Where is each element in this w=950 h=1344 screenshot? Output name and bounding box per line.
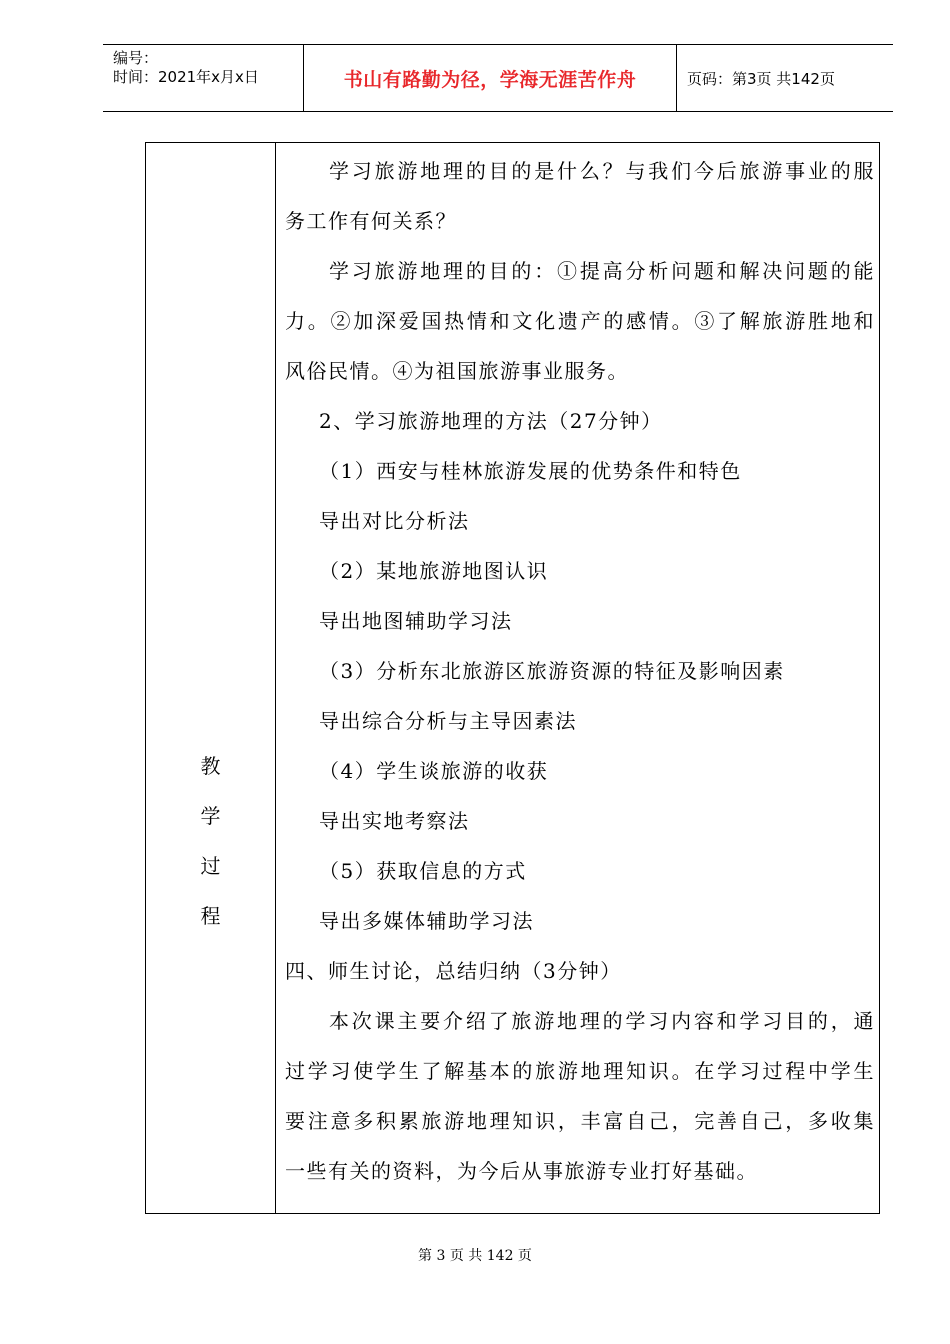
section-label-char: 教 (200, 754, 221, 778)
method-result: 导出多媒体辅助学习法 (319, 909, 534, 933)
paragraph-line: 务工作有何关系？ (285, 209, 457, 233)
paragraph-line: 要注意多积累旅游地理知识，丰富自己，完善自己，多收集 (285, 1109, 875, 1133)
document-number: 编号： (113, 49, 159, 67)
section-label (146, 741, 275, 941)
lesson-content (285, 146, 875, 1196)
header-meta (113, 49, 259, 87)
document-date: 时间：2021年x月x日 (113, 68, 259, 86)
section-label-char: 过 (200, 854, 221, 878)
paragraph-line: 风俗民情。④为祖国旅游事业服务。 (285, 359, 629, 383)
header-page-info: 页码：第3页 共142页 (687, 69, 835, 88)
paragraph-line: 学习旅游地理的目的：①提高分析问题和解决问题的能 (329, 259, 875, 283)
method-result: 导出综合分析与主导因素法 (319, 709, 577, 733)
method-item: （1）西安与桂林旅游发展的优势条件和特色 (319, 459, 742, 483)
paragraph-line: 本次课主要介绍了旅游地理的学习内容和学习目的，通 (329, 1009, 875, 1033)
header-divider (676, 45, 677, 111)
method-item: （3）分析东北旅游区旅游资源的特征及影响因素 (319, 659, 785, 683)
method-result: 导出实地考察法 (319, 809, 470, 833)
header-motto: 书山有路勤为径，学海无涯苦作舟 (343, 68, 637, 91)
section-label-char: 学 (200, 804, 221, 828)
section-heading: 四、师生讨论，总结归纳（3分钟） (285, 959, 622, 983)
page-header (103, 44, 893, 112)
method-item: （4）学生谈旅游的收获 (319, 759, 549, 783)
paragraph-line: 学习旅游地理的目的是什么？与我们今后旅游事业的服 (329, 159, 875, 183)
paragraph-line: 一些有关的资料，为今后从事旅游专业打好基础。 (285, 1159, 758, 1183)
method-result: 导出对比分析法 (319, 509, 470, 533)
method-result: 导出地图辅助学习法 (319, 609, 513, 633)
lesson-table (145, 142, 880, 1214)
paragraph-line: 过学习使学生了解基本的旅游地理知识。在学习过程中学生 (285, 1059, 875, 1083)
paragraph-line: 力。②加深爱国热情和文化遗产的感情。③了解旅游胜地和 (285, 309, 875, 333)
page-footer: 第 3 页 共 142 页 (418, 1248, 532, 1264)
method-item: （2）某地旅游地图认识 (319, 559, 549, 583)
section-label-cell (146, 143, 276, 1213)
method-item: （5）获取信息的方式 (319, 859, 527, 883)
method-heading: 2、学习旅游地理的方法（27分钟） (319, 409, 663, 433)
section-label-char: 程 (200, 904, 221, 928)
